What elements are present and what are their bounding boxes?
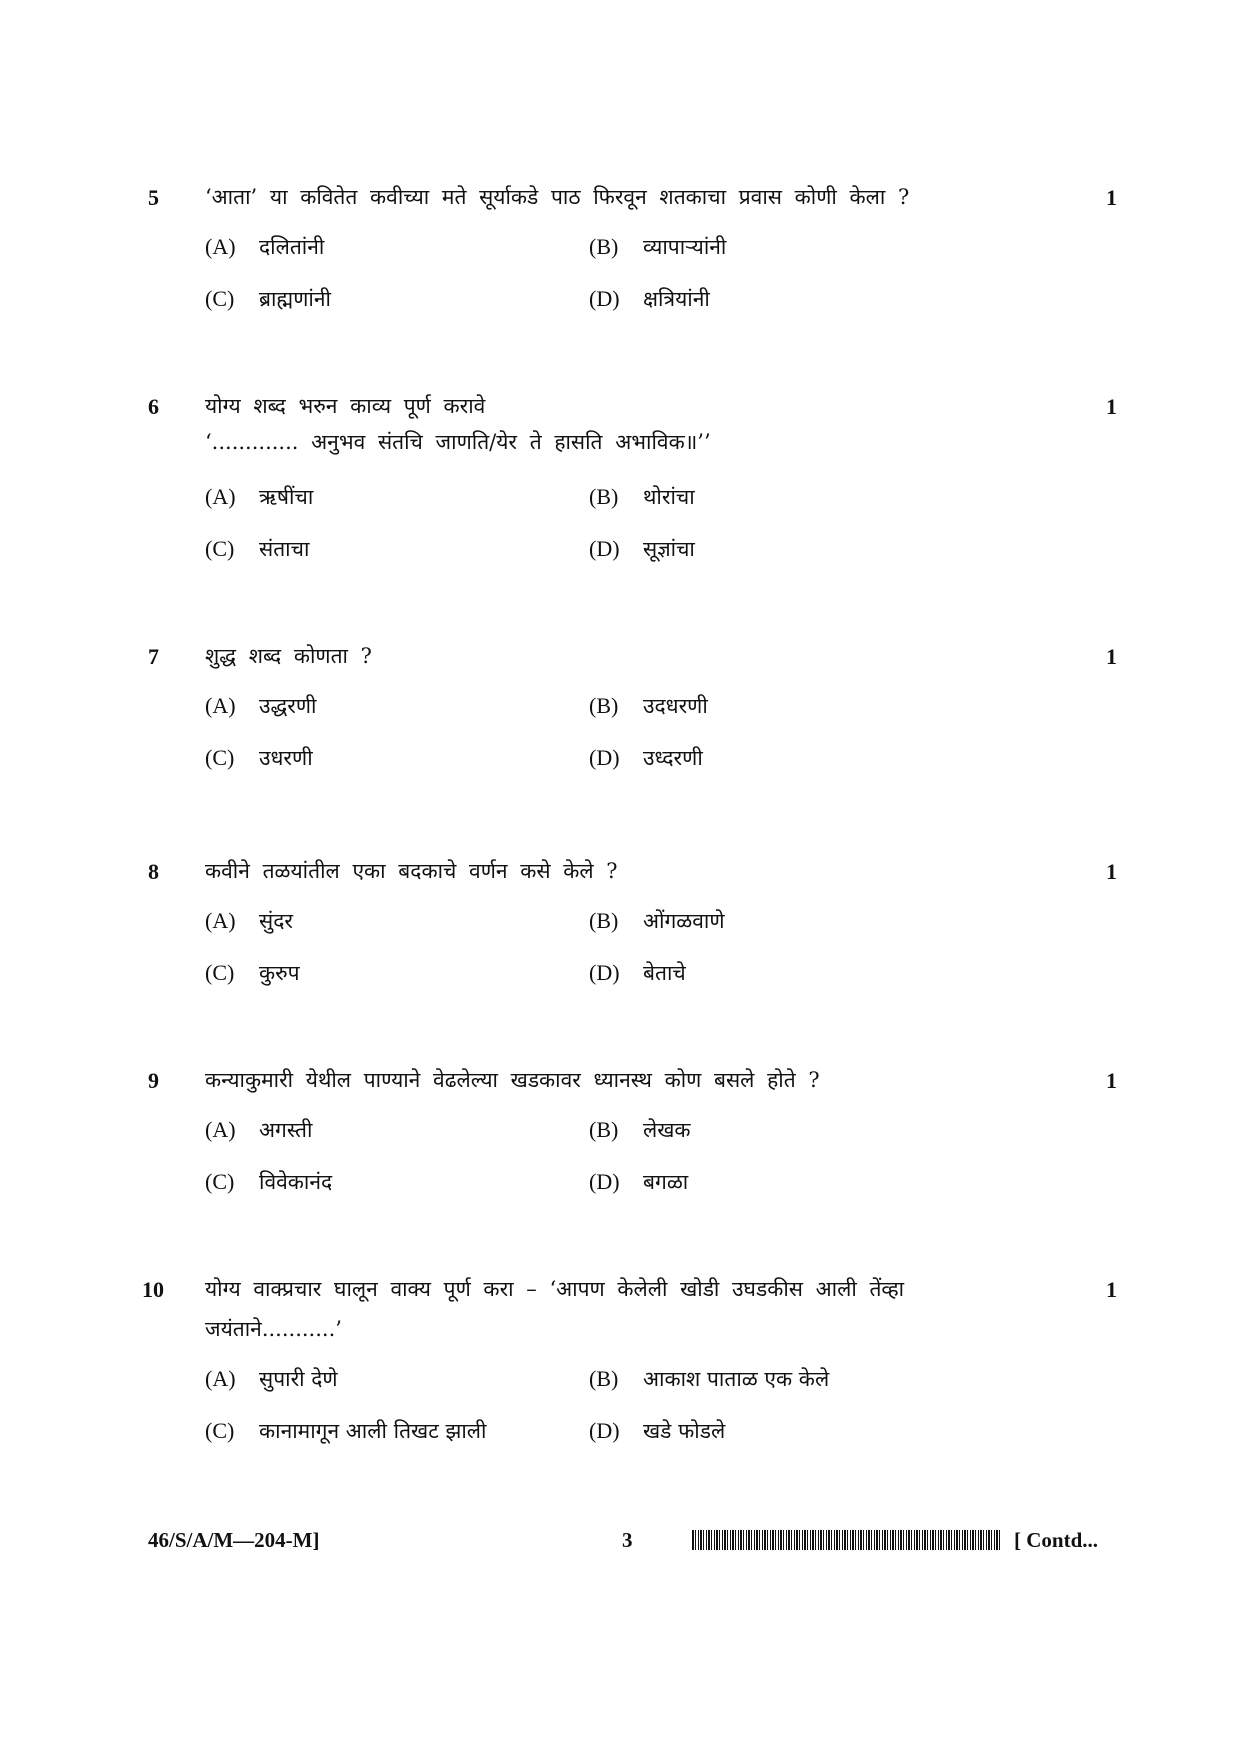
option-d: (D) बगळा <box>589 1169 689 1194</box>
barcode-icon <box>692 1530 1002 1550</box>
page-footer <box>0 1528 1241 1564</box>
question-marks: 1 <box>1106 1277 1117 1302</box>
question-subtext: ‘............. अनुभव संतचि जाणति/येर ते हासति अभाविक॥’’ <box>205 430 711 454</box>
question-number: 9 <box>148 1068 159 1093</box>
question-text: योग्य शब्द भरुन काव्य पूर्ण करावे <box>205 394 486 418</box>
question-text: ‘आता’ या कवितेत कवीच्या मते सूर्याकडे पाठ फिरवून शतकाचा प्रवास कोणी केला ? <box>205 185 910 209</box>
option-c: (C) कुरुप <box>205 960 300 985</box>
question-number: 8 <box>148 859 159 884</box>
option-b: (B) आकाश पाताळ एक केले <box>589 1366 830 1391</box>
option-d: (D) उध्दरणी <box>589 745 703 770</box>
option-d: (D) क्षत्रियांनी <box>589 286 710 311</box>
option-a: (A) सुंदर <box>205 908 293 933</box>
option-b: (B) लेखक <box>589 1117 691 1142</box>
option-c: (C) ब्राह्मणांनी <box>205 286 331 311</box>
option-b: (B) उदधरणी <box>589 693 708 718</box>
continued-label: [ Contd... <box>1014 1528 1099 1552</box>
option-b: (B) ओंगळवाणे <box>589 908 725 933</box>
question-number: 5 <box>148 185 159 210</box>
question-marks: 1 <box>1106 1068 1117 1093</box>
question-marks: 1 <box>1106 185 1117 210</box>
question-text: कन्याकुमारी येथील पाण्याने वेढलेल्या खडकावर ध्यानस्थ कोण बसले होते ? <box>205 1068 820 1092</box>
option-a: (A) अगस्ती <box>205 1117 313 1142</box>
option-a: (A) उद्धरणी <box>205 693 317 718</box>
option-c: (C) उधरणी <box>205 745 313 770</box>
question-number: 6 <box>148 394 159 419</box>
option-d: (D) सूज्ञांचा <box>589 536 695 561</box>
option-a: (A) ऋषींचा <box>205 484 314 509</box>
question-marks: 1 <box>1106 394 1117 419</box>
question-number: 7 <box>148 644 159 669</box>
option-d: (D) खडे फोडले <box>589 1418 726 1443</box>
option-d: (D) बेताचे <box>589 960 686 985</box>
question-text: शुद्ध शब्द कोणता ? <box>205 644 372 668</box>
question-text: योग्य वाक्प्रचार घालून वाक्य पूर्ण करा – ‘आपण केलेली खोडी उघडकीस आली तेंव्हा जयंताने...........’ <box>205 1277 905 1341</box>
option-c: (C) कानामागून आली तिखट झाली <box>205 1418 487 1443</box>
question-text: कवीने तळयांतील एका बदकाचे वर्णन कसे केले ? <box>205 859 618 883</box>
option-a: (A) दलितांनी <box>205 234 325 259</box>
question-number: 10 <box>142 1277 164 1302</box>
option-b: (B) थोरांचा <box>589 484 695 509</box>
option-c: (C) विवेकानंद <box>205 1169 333 1194</box>
option-b: (B) व्यापाऱ्यांनी <box>589 234 727 259</box>
paper-code: 46/S/A/M—204-M] <box>148 1528 320 1552</box>
question-marks: 1 <box>1106 859 1117 884</box>
page-number: 3 <box>622 1528 633 1552</box>
option-c: (C) संताचा <box>205 536 310 561</box>
option-a: (A) सुपारी देणे <box>205 1366 338 1391</box>
question-marks: 1 <box>1106 644 1117 669</box>
